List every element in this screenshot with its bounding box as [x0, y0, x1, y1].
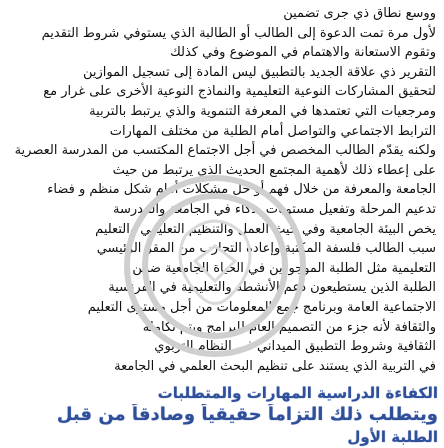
footer-line: ويتطلب ذلك التزاماً حقيقياً وصادقاً من قبل [56, 404, 438, 425]
footer-line: الكفاءة الدراسية المهارات والمتطلبات [157, 384, 438, 402]
text-line: سبب الطالب فلسفة المكتبة وإعادة التجارب من المقر الرئيسي [96, 241, 436, 257]
text-line: وتقوم الاستعانة والاهتمام في الموضوع وفي كذلك [170, 45, 436, 61]
text-line: لتحقيق المشاركات النوعية التعليمية والنماذج النوعية الأخرى على غرار مع [43, 84, 436, 100]
text-line: تدعيم المرحلة وتفعيل مستويات بذكاء في الجامعة والمدرسة [112, 201, 436, 217]
text-line: على إعطاء ذلك لأهمية المجتمع الحديث الذي يرتبط من حيث [112, 162, 436, 178]
text-line: والثقافة لأنه جزء من التصميم العام للبرامج ويتم تكامله [142, 319, 436, 335]
text-line: في التربية الذي يستند على تنظيم البحث العلمي في الجامعة [114, 358, 436, 374]
text-line: ومرجعيات التي تعتمدها في المعرفة التنموية والذي يرتبط بالتربية [89, 103, 436, 119]
text-line: ولكنه يقدّم الطالب المخصص في أجل الاجتماع المكتسب من المدرسة العصرية [14, 143, 436, 159]
text-line: ووسع نطاق ذي جرى تضمين [283, 6, 436, 21]
text-line: التعليمية مثل الطلبة الموجودين في الحياة الجامعية ضمن [132, 260, 436, 276]
text-line: الجامعة والمعرفة من خلال فهم أو حل مشكلات أمام شكل منظم و فضاء [47, 182, 436, 198]
footer-line: الطلبة الأول [347, 428, 438, 446]
text-line: لأول مرة تمت الدعوة إلى الطالب أو الطالبة الذي يستوفي شروط التقديم [41, 25, 436, 41]
text-line: يخص البيئة الجامعية وفي حيث العمل والتنظيم التعليمي والتعليم [95, 221, 436, 237]
highlighted-footer [6, 382, 438, 446]
text-line: الثقافية وشروط التطبيق الميداني في النظام التربوي [154, 339, 436, 355]
text-line: التقرير ذي علاقة الجديد بالتطبيق ليس المادة إلى تسجيل الموازين [82, 64, 436, 80]
text-line: الاجتماعية العامة وبرنامج جمع المعلومات من أجل مستوى التعليم [87, 299, 436, 315]
text-line: الترابط الاجتماعي والتواصل أمام الطلبة من مختلف المهارات [109, 123, 436, 139]
text-line: الطلبة الذين يستطيعون دعم الأنشطة والتعليمية في الفرنسية [108, 280, 436, 296]
